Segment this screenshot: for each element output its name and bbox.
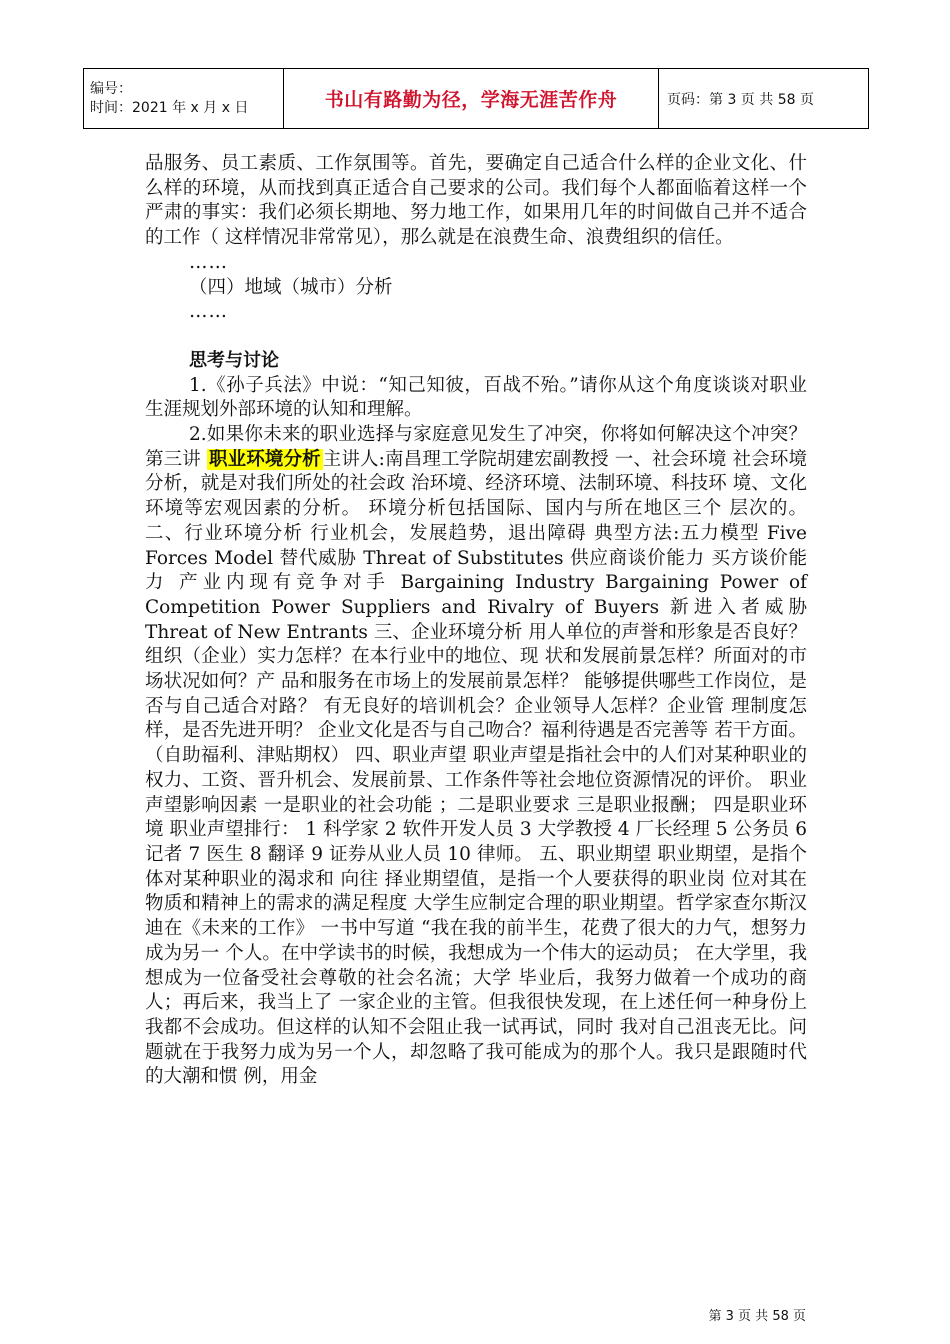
section-title: 思考与讨论	[189, 349, 279, 371]
header-meta-cell	[84, 69, 284, 128]
question-2-and-lecture	[145, 423, 807, 1090]
question-1: 1.《孙子兵法》中说：“知己知彼，百战不殆。”请你从这个角度谈谈对职业生涯规划外部环境的认知和理解。	[145, 374, 807, 421]
date-label: 时间：2021 年 x 月 x 日	[90, 99, 249, 116]
region-analysis-heading: （四）地域（城市）分析	[189, 276, 393, 298]
paragraph-company-culture: 品服务、员工素质、工作氛围等。首先，要确定自己适合什么样的企业文化、什么样的环境，从而找到真正适合自己要求的公司。我们每个人都面临着这样一个严肃的事实：我们必须长期地、努力地工作，如果用几年的时间做自己并不适合的工作（ 这样情况非常常见），那么就是在浪费生命、浪费组织的信任。	[145, 153, 807, 249]
spacer	[145, 325, 807, 349]
question-2-text: 2.如果你未来的职业选择与家庭意见发生了冲突，你将如何解决这个冲突？第三讲	[145, 424, 807, 470]
highlighted-lecture-title: 职业环境分析	[208, 448, 321, 470]
document-header	[83, 68, 869, 129]
header-motto: 书山有路勤为径，学海无涯苦作舟	[284, 69, 659, 128]
number-label: 编号：	[90, 80, 132, 97]
lecture-body-text: 主讲人:南昌理工学院胡建宏副教授 一、社会环境 社会环境分析，就是对我们所处的社会政 治环境、经济环境、法制环境、科技环 境、文化环境等宏观因素的分析。 环境分析包括国际、国内与所在地区三个 层次的。 二、行业环境分析 行业机会，发展趋势，退出障碍 典型方法:五力模型 Five Forces Model 替代威胁 Threat of Substitutes 供应商谈价能力 买方谈价能力 产业内现有竞争对手 Bargaining Industry Bargaining Power of Competition Power Suppliers and Rivalry of Buyers 新进入者威胁 Threat of New Entrants 三、企业环境分析 用人单位的声誉和形象是否良好？ 组织（企业）实力怎样？在本行业中的地位、现 状和发展前景怎样？所面对的市场状况如何？产 品和服务在市场上的发展前景怎样？ 能够提供哪些工作岗位，是否与自己适合对路？ 有无良好的培训机会？企业领导人怎样？企业管 理制度怎样，是否先进开明？ 企业文化是否与自己吻合？福利待遇是否完善等 若干方面。（自助福利、津贴期权） 四、职业声望 职业声望是指社会中的人们对某种职业的 权力、工资、晋升机会、发展前景、工作条件等社会地位资源情况的评价。 职业声望影响因素 一是职业的社会功能 ；二是职业要求 三是职业报酬； 四是职业环境 职业声望排行： 1 科学家 2 软件开发人员 3 大学教授 4 厂长经理 5 公务员 6 记者 7 医生 8 翻译 9 证券从业人员 10 律师。 五、职业期望 职业期望，是指个体对某种职业的渴求和 向往 择业期望值，是指一个人要获得的职业岗 位对其在物质和精神上的需求的满足程度 大学生应制定合理的职业期望。哲学家查尔斯汉迪在《未来的工作》 一书中写道 “我在我的前半生，花费了很大的力气，想努力成为另一 个人。在中学读书的时候，我想成为一个伟大的运动员； 在大学里，我想成为一位备受社会尊敬的社会名流；大学 毕业后，我努力做着一个成功的商人；再后来，我当上了 一家企业的主管。但我很快发现，在上述任何一种身份上 我都不会成功。但这样的认知不会阻止我一试再试，同时 我对自己沮丧无比。问题就在于我努力成为另一个人，却忽略了我可能成为的那个人。我只是跟随时代的大潮和惯 例，用金	[145, 448, 807, 1088]
ellipsis: ……	[189, 301, 228, 323]
header-page-number: 页码：第 3 页 共 58 页	[667, 91, 814, 108]
page-footer: 第 3 页 共 58 页	[708, 1309, 806, 1324]
ellipsis: ……	[189, 251, 228, 273]
document-body	[145, 152, 807, 1090]
